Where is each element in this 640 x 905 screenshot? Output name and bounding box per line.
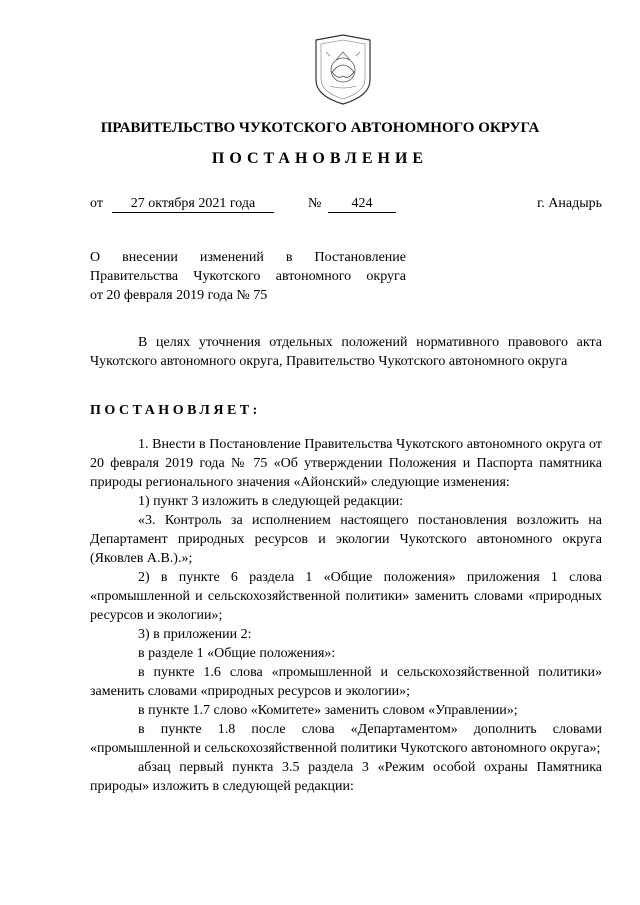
document-type-title: ПОСТАНОВЛЕНИЕ <box>211 150 429 167</box>
paragraph: 1. Внести в Постановление Правительства Чукотского автономного округа от 20 февраля 2019 года № 75 «Об утверждении Положения и Паспорта памятника природы регионального значения «Айонский» следующие изменения: <box>90 437 602 490</box>
paragraph: в пункте 1.6 слова «промышленной и сельскохозяйственной политики» заменить словами «природных ресурсов и экологии»; <box>90 665 602 699</box>
date-field: 27 октября 2021 года <box>112 196 274 213</box>
decree-heading: ПОСТАНОВЛЯЕТ: <box>90 403 261 418</box>
number-sign: № <box>308 196 322 211</box>
paragraph: «3. Контроль за исполнением настоящего постановления возложить на Департамент природных ресурсов и экологии Чукотского автономного округа (Яковлев А.В.).»; <box>90 513 602 566</box>
place-of-issue: г. Анадырь <box>537 196 602 211</box>
subject-line: Правительства Чукотского автономного округа <box>90 269 406 284</box>
document-subject <box>90 248 406 305</box>
decree-body <box>90 435 602 796</box>
number-field: 424 <box>328 196 396 213</box>
paragraph: в пункте 1.7 слово «Комитете» заменить словом «Управлении»; <box>138 703 518 718</box>
date-number-line <box>90 196 602 216</box>
paragraph: 2) в пункте 6 раздела 1 «Общие положения» приложения 1 слова «промышленной и сельскохозяйственной политики» заменить словами «природных ресурсов и экологии»; <box>90 570 602 623</box>
paragraph: в разделе 1 «Общие положения»: <box>138 646 336 661</box>
government-title: ПРАВИТЕЛЬСТВО ЧУКОТСКОГО АВТОНОМНОГО ОКРУГА <box>100 120 540 136</box>
paragraph: 1) пункт 3 изложить в следующей редакции: <box>138 494 404 509</box>
date-prefix: от <box>90 196 103 211</box>
coat-of-arms-emblem <box>310 30 376 106</box>
preamble <box>90 333 602 371</box>
preamble-text: В целях уточнения отдельных положений нормативного правового акта Чукотского автономного округа, Правительство Чукотского автономного округа <box>90 335 602 369</box>
subject-line: от 20 февраля 2019 года № 75 <box>90 288 268 303</box>
paragraph: абзац первый пункта 3.5 раздела 3 «Режим особой охраны Памятника природы» изложить в следующей редакции: <box>90 760 602 794</box>
paragraph: в пункте 1.8 после слова «Департаментом» дополнить словами «промышленной и сельскохозяйственной политики Чукотского автономного округа»; <box>90 722 602 756</box>
paragraph: 3) в приложении 2: <box>138 627 252 642</box>
subject-line: О внесении изменений в Постановление <box>90 250 406 265</box>
